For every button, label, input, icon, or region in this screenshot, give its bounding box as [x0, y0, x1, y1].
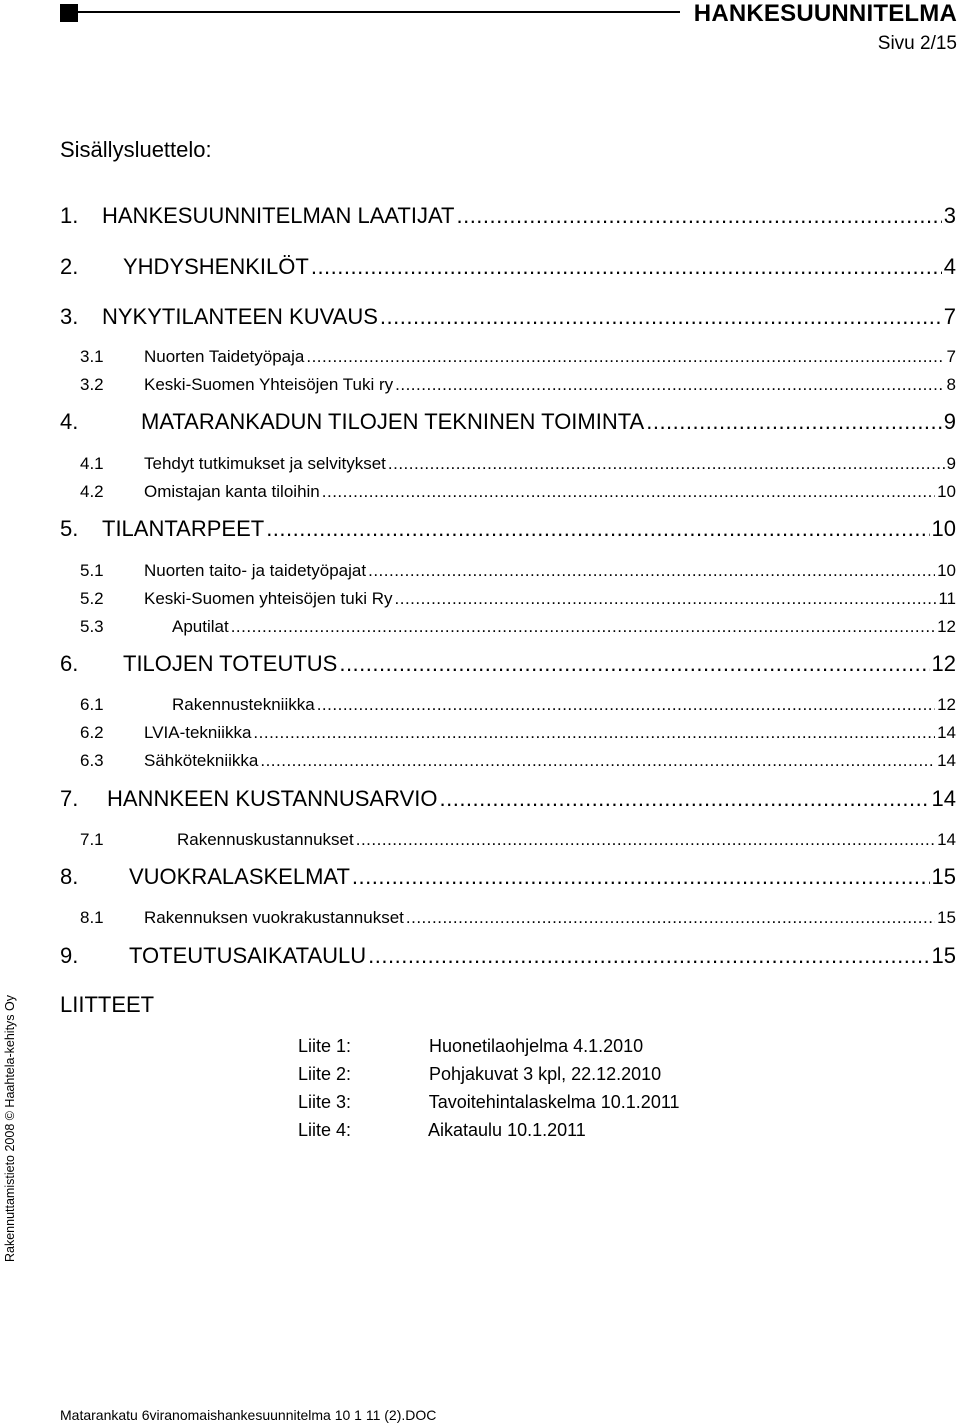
- toc-leader: [339, 651, 929, 677]
- toc-entry-number: 4.1: [80, 454, 104, 473]
- toc-leader: [646, 409, 942, 435]
- toc-leader: [322, 482, 935, 502]
- attachment-value: Aikataulu 10.1.2011: [428, 1120, 586, 1140]
- toc-entry-label: TILOJEN TOTEUTUS: [123, 651, 338, 676]
- document-title: HANKESUUNNITELMA: [693, 0, 957, 27]
- toc-entry-page: 11: [938, 589, 956, 608]
- toc-leader: [253, 723, 935, 743]
- toc-entry[interactable]: [80, 347, 956, 367]
- toc-heading: Sisällysluettelo:: [60, 137, 212, 162]
- toc-entry-number: 6.: [60, 651, 79, 676]
- toc-leader: [388, 454, 945, 474]
- toc-entry-label: TILANTARPEET: [102, 516, 265, 541]
- toc-entry-number: 3.2: [80, 375, 104, 394]
- toc-entry-page: 3: [943, 203, 956, 228]
- toc-entry-number: 3.1: [80, 347, 104, 366]
- toc-entry-page: 10: [937, 482, 956, 501]
- toc-entry-page: 10: [931, 516, 956, 541]
- page-number: Sivu 2/15: [877, 33, 957, 54]
- toc-entry-label: VUOKRALASKELMAT: [129, 864, 350, 889]
- toc-entry-number: 8.: [60, 864, 79, 889]
- toc-entry-number: 6.3: [80, 751, 104, 770]
- toc-entry-number: 4.: [60, 409, 79, 434]
- toc-entry-number: 5.: [60, 516, 79, 541]
- attachment-value: Pohjakuvat 3 kpl, 22.12.2010: [429, 1064, 662, 1084]
- toc-entry-label: Keski-Suomen yhteisöjen tuki Ry: [144, 589, 393, 608]
- toc-entry-page: 14: [931, 786, 956, 811]
- toc-leader: [266, 516, 929, 542]
- toc-entry-page: 15: [931, 943, 956, 968]
- toc-entry-label: Tehdyt tutkimukset ja selvitykset: [144, 454, 386, 473]
- toc-leader: [231, 617, 935, 637]
- toc-entry-page: 12: [931, 651, 956, 676]
- toc-entry[interactable]: [80, 375, 956, 395]
- toc-entry-label: NYKYTILANTEEN KUVAUS: [102, 304, 378, 329]
- toc-leader: [439, 786, 929, 812]
- toc-entry[interactable]: [60, 943, 956, 969]
- toc-entry-number: 5.3: [80, 617, 104, 636]
- copyright-sidebar: Rakennuttamistieto 2008 © Haahtela-kehitys Oy: [3, 995, 17, 1262]
- toc-leader: [260, 751, 935, 771]
- attachment-key: Liite 4:: [298, 1120, 352, 1140]
- attachment-item: [298, 1092, 680, 1113]
- toc-entry[interactable]: [80, 617, 956, 637]
- toc-entry-page: 9: [946, 454, 956, 473]
- toc-entry-label: Rakennuskustannukset: [177, 830, 354, 849]
- toc-entry[interactable]: [60, 409, 956, 435]
- toc-entry-number: 4.2: [80, 482, 104, 501]
- toc-entry-number: 5.2: [80, 589, 104, 608]
- toc-entry[interactable]: [80, 482, 956, 502]
- toc-entry-number: 7.1: [80, 830, 104, 849]
- toc-entry-number: 9.: [60, 943, 79, 968]
- attachment-value: Tavoitehintalaskelma 10.1.2011: [428, 1092, 680, 1112]
- toc-entry[interactable]: [60, 516, 956, 542]
- toc-entry[interactable]: [80, 908, 956, 928]
- toc-entry[interactable]: [60, 651, 956, 677]
- toc-entry[interactable]: [60, 254, 956, 280]
- toc-entry-page: 15: [937, 908, 956, 927]
- toc-entry-label: YHDYSHENKILÖT: [123, 254, 309, 279]
- toc-entry-number: 8.1: [80, 908, 104, 927]
- toc-entry[interactable]: [80, 723, 956, 743]
- attachment-key: Liite 2:: [298, 1064, 352, 1084]
- toc-entry[interactable]: [80, 589, 956, 609]
- toc-entry-page: 12: [937, 617, 956, 636]
- attachment-value: Huonetilaohjelma 4.1.2010: [429, 1036, 644, 1056]
- toc-entry-label: Rakennuksen vuokrakustannukset: [144, 908, 404, 927]
- toc-entry-label: LVIA-tekniikka: [144, 723, 252, 742]
- attachments-heading: LIITTEET: [60, 992, 155, 1017]
- toc-entry-page: 10: [937, 561, 956, 580]
- attachment-item: [298, 1036, 643, 1057]
- attachment-key: Liite 1:: [298, 1036, 352, 1056]
- toc-entry-label: Aputilat: [172, 617, 229, 636]
- toc-leader: [456, 203, 941, 229]
- toc-entry-label: Nuorten Taidetyöpaja: [144, 347, 305, 366]
- toc-entry-number: 2.: [60, 254, 79, 279]
- toc-entry-label: Rakennustekniikka: [172, 695, 315, 714]
- toc-leader: [368, 561, 935, 581]
- toc-entry-label: Sähkötekniikka: [144, 751, 259, 770]
- toc-leader: [352, 864, 930, 890]
- toc-entry-label: Nuorten taito- ja taidetyöpajat: [144, 561, 367, 580]
- toc-entry-page: 9: [943, 409, 956, 434]
- header-rule: [78, 11, 680, 13]
- toc-entry-number: 3.: [60, 304, 79, 329]
- toc-entry-label: Omistajan kanta tiloihin: [144, 482, 320, 501]
- toc-leader: [368, 943, 929, 969]
- attachment-item: [298, 1064, 661, 1085]
- toc-leader: [317, 695, 935, 715]
- toc-entry[interactable]: [80, 695, 956, 715]
- toc-entry[interactable]: [60, 304, 956, 330]
- toc-entry-label: TOTEUTUSAIKATAULU: [129, 943, 367, 968]
- toc-entry[interactable]: [80, 454, 956, 474]
- toc-entry-page: 7: [943, 304, 956, 329]
- toc-entry[interactable]: [60, 786, 956, 812]
- toc-leader: [406, 908, 935, 928]
- toc-entry-label: HANKESUUNNITELMAN LAATIJAT: [102, 203, 455, 228]
- toc-entry-number: 5.1: [80, 561, 104, 580]
- toc-entry[interactable]: [80, 751, 956, 771]
- toc-entry[interactable]: [60, 864, 956, 890]
- toc-entry-page: 15: [931, 864, 956, 889]
- toc-entry-number: 7.: [60, 786, 79, 811]
- toc-entry-number: 6.1: [80, 695, 104, 714]
- toc-entry-label: MATARANKADUN TILOJEN TEKNINEN TOIMINTA: [141, 409, 645, 434]
- toc-entry[interactable]: [60, 203, 956, 229]
- toc-entry-label: Keski-Suomen Yhteisöjen Tuki ry: [144, 375, 394, 394]
- toc-entry-page: 14: [937, 830, 956, 849]
- toc-entry-number: 1.: [60, 203, 79, 228]
- toc-entry-page: 14: [937, 723, 956, 742]
- toc-leader: [395, 589, 937, 609]
- toc-entry[interactable]: [80, 830, 956, 850]
- toc-entry-page: 14: [937, 751, 956, 770]
- toc-leader: [311, 254, 942, 280]
- toc-entry-page: 12: [937, 695, 956, 714]
- toc-leader: [395, 375, 944, 395]
- toc-leader: [356, 830, 935, 850]
- toc-entry-label: HANNKEEN KUSTANNUSARVIO: [107, 786, 438, 811]
- attachment-item: [298, 1120, 586, 1141]
- toc-leader: [380, 304, 942, 330]
- toc-entry-page: 4: [943, 254, 956, 279]
- attachment-key: Liite 3:: [298, 1092, 352, 1112]
- toc-entry[interactable]: [80, 561, 956, 581]
- header-square: [60, 4, 78, 22]
- toc-entry-page: 8: [946, 375, 956, 394]
- toc-entry-number: 6.2: [80, 723, 104, 742]
- toc-leader: [306, 347, 944, 367]
- toc-entry-page: 7: [946, 347, 956, 366]
- footer-filename: Matarankatu 6viranomaishankesuunnitelma 10 1 11 (2).DOC: [60, 1407, 437, 1423]
